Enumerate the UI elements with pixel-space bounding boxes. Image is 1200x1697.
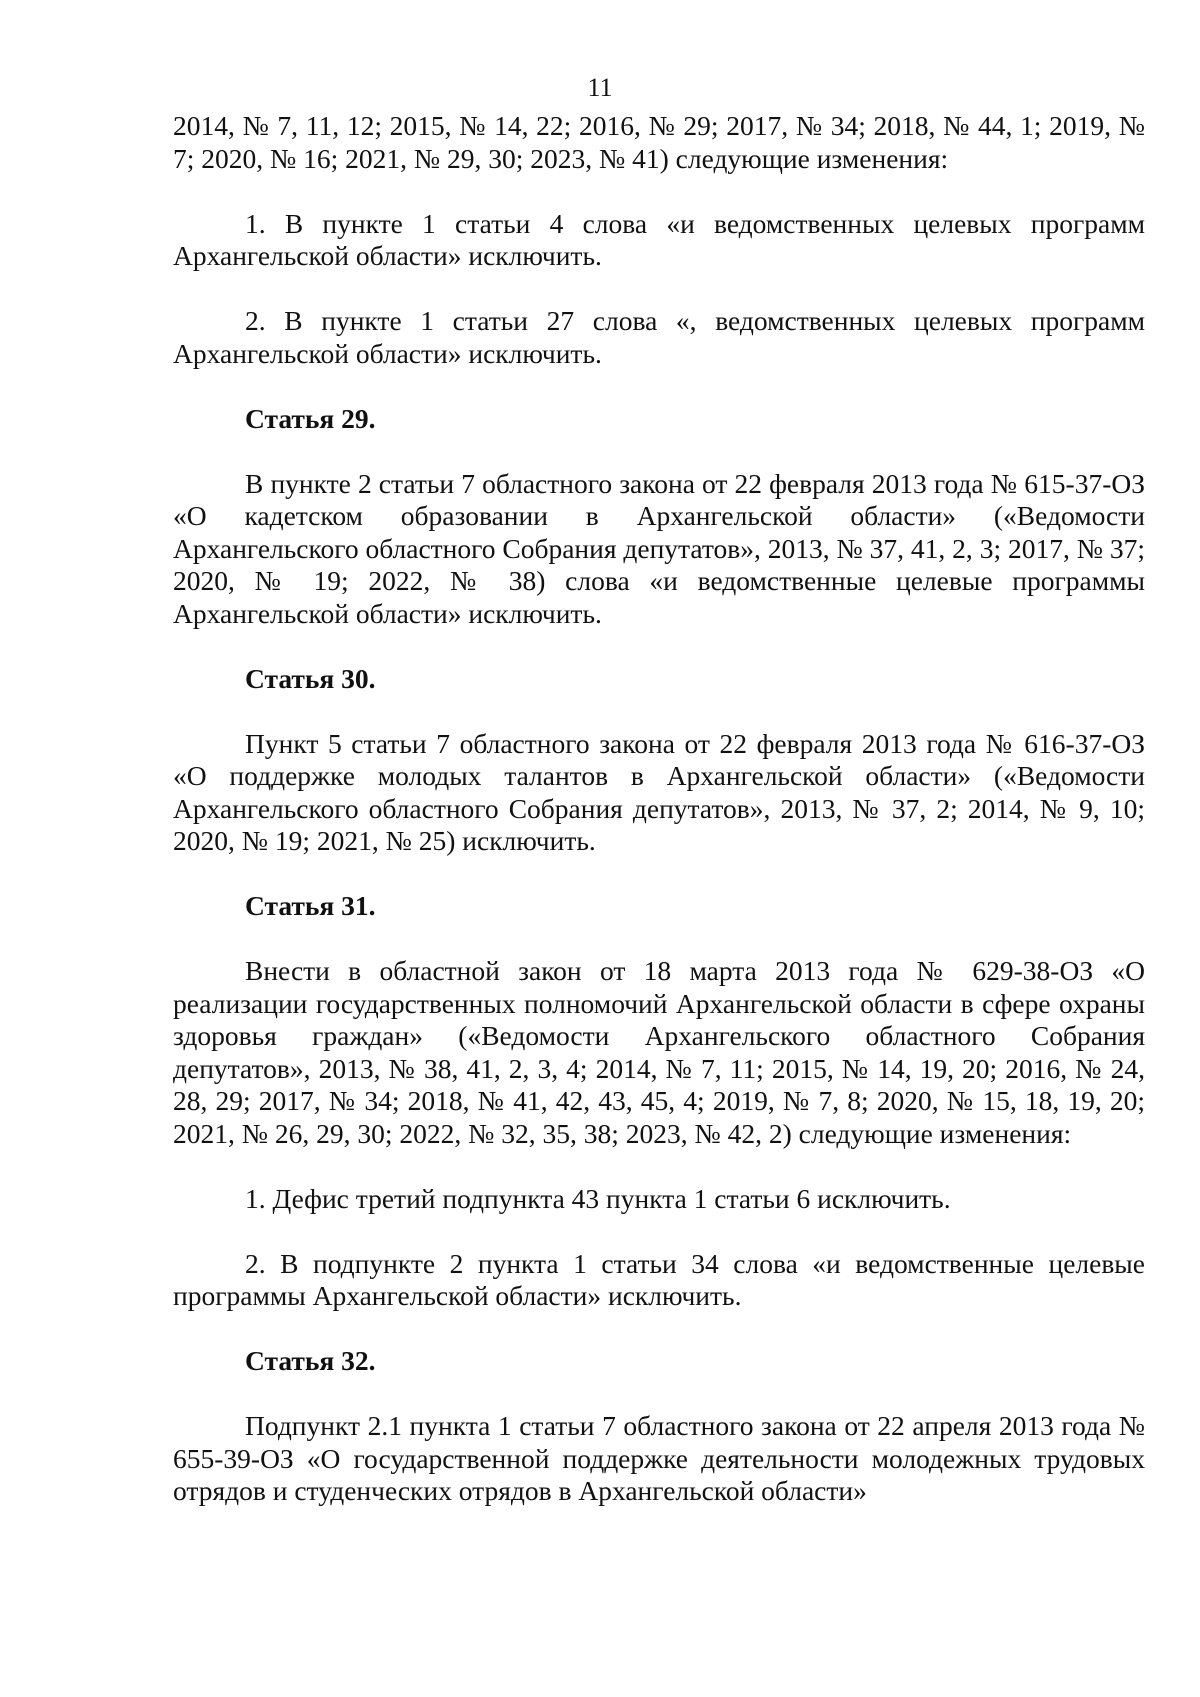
paragraph-article-31: Внести в областной закон от 18 марта 2013 года № 629-38-ОЗ «О реализации государственных полномочий Архангельской области в сфере охраны здоровья граждан» («Ведомости Архангельского областного Собрания депутатов», 2013, № 38, 41, 2, 3, 4; 2014, № 7, 11; 2015, № 14, 19, 20; 2016, № 24, 28, 29; 2017, № 34; 2018, № 41, 42, 43, 45, 4; 2019, № 7, 8; 2020, № 15, 18, 19, 20; 2021, № 26, 29, 30; 2022, № 32, 35, 38; 2023, № 42, 2) следующие изменения:	[173, 955, 1145, 1149]
paragraph-article-32: Подпункт 2.1 пункта 1 статьи 7 областного закона от 22 апреля 2013 года № 655-39-ОЗ «О государственной поддержке деятельности молодежных трудовых отрядов и студенческих отрядов в Архангельской области»	[173, 1410, 1145, 1506]
paragraph-article-29: В пункте 2 статьи 7 областного закона от 22 февраля 2013 года № 615-37-ОЗ «О кадетском образовании в Архангельской области» («Ведомости Архангельского областного Собрания депутатов», 2013, № 37, 41, 2, 3; 2017, № 37; 2020, № 19; 2022, № 38) слова «и ведомственные целевые программы Архангельской области» исключить.	[173, 467, 1145, 629]
paragraph-article-31-item-2: 2. В подпункте 2 пункта 1 статьи 34 слова «и ведомственные целевые программы Архангельской области» исключить.	[173, 1247, 1145, 1311]
article-heading-30: Статья 30.	[245, 662, 376, 694]
paragraph-continuation: 2014, № 7, 11, 12; 2015, № 14, 22; 2016, № 29; 2017, № 34; 2018, № 44, 1; 2019, № 7; 2020, № 16; 2021, № 29, 30; 2023, № 41) следующие изменения:	[173, 110, 1145, 174]
paragraph-item-2: 2. В пункте 1 статьи 27 слова «, ведомственных целевых программ Архангельской области» исключить.	[173, 305, 1145, 369]
paragraph-article-31-item-1: 1. Дефис третий подпункта 43 пункта 1 статьи 6 исключить.	[245, 1182, 951, 1214]
paragraph-article-30: Пункт 5 статьи 7 областного закона от 22 февраля 2013 года № 616-37-ОЗ «О поддержке молодых талантов в Архангельской области» («Ведомости Архангельского областного Собрания депутатов», 2013, № 37, 2; 2014, № 9, 10; 2020, № 19; 2021, № 25) исключить.	[173, 727, 1145, 856]
article-heading-29: Статья 29.	[245, 402, 376, 434]
article-heading-31: Статья 31.	[245, 890, 376, 921]
document-body	[173, 110, 1145, 1508]
article-heading-32: Статья 32.	[245, 1345, 376, 1376]
page-number: 11	[587, 73, 613, 102]
paragraph-item-1: 1. В пункте 1 статьи 4 слова «и ведомственных целевых программ Архангельской области» исключить.	[173, 207, 1145, 271]
